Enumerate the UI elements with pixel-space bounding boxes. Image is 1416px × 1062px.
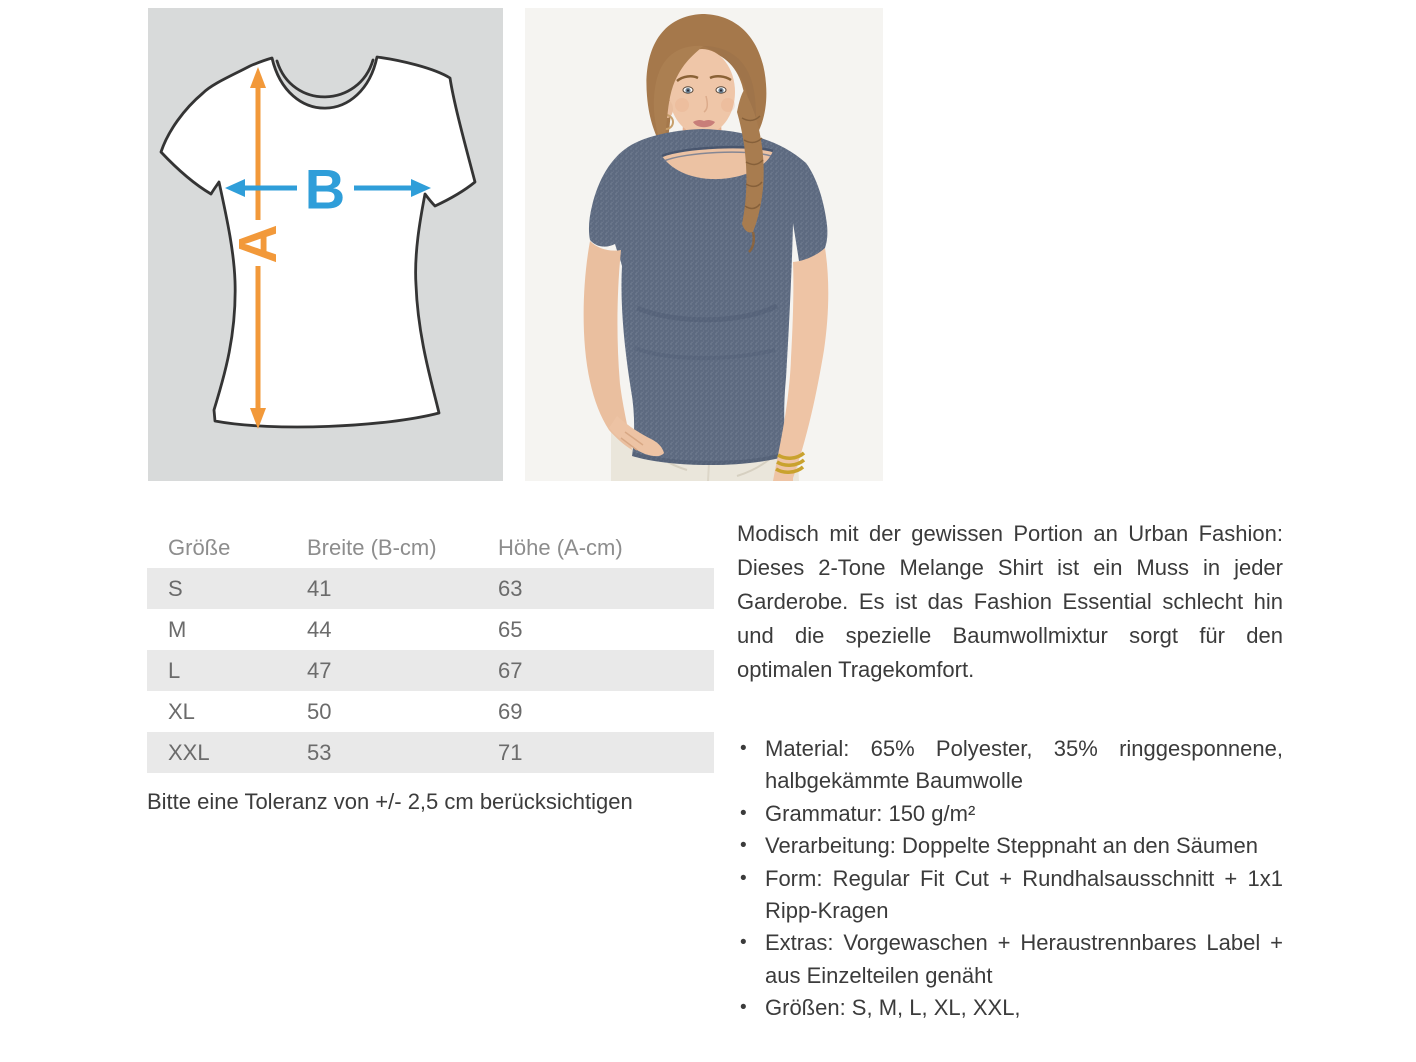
list-item-grammatur bbox=[737, 798, 1283, 830]
size-table-header-row bbox=[147, 528, 714, 568]
cell-size: L bbox=[168, 657, 181, 683]
list-item-extras bbox=[737, 927, 1283, 992]
blush-left bbox=[675, 98, 689, 112]
bullet-icon: • bbox=[740, 867, 747, 889]
bullet-icon: • bbox=[740, 932, 747, 954]
bullet-icon: • bbox=[740, 802, 747, 824]
cell-height: 67 bbox=[498, 657, 523, 683]
size-table bbox=[147, 528, 714, 773]
cell-size: S bbox=[168, 575, 183, 601]
blush-right bbox=[721, 98, 735, 112]
table-row-s bbox=[147, 568, 714, 609]
cell-width: 53 bbox=[307, 739, 332, 765]
description-intro: Modisch mit der gewissen Portion an Urban Fashion: Dieses 2-Tone Melange Shirt ist ein Muss in jeder Garderobe. Es ist das Fashion Essential schlecht hin und die spezielle Baumwollmixtur sorgt für den optimalen Tragekomfort. bbox=[737, 521, 1283, 682]
cell-size: M bbox=[168, 616, 187, 642]
cell-height: 65 bbox=[498, 616, 523, 642]
table-row-l bbox=[147, 650, 714, 691]
table-row-m bbox=[147, 609, 714, 650]
description-bullet-list bbox=[737, 733, 1283, 1025]
bullet-icon: • bbox=[740, 835, 747, 857]
list-item-form bbox=[737, 863, 1283, 928]
size-diagram bbox=[148, 8, 503, 481]
table-row-xxl bbox=[147, 732, 714, 773]
list-item-groessen bbox=[737, 992, 1283, 1024]
table-row-xl bbox=[147, 691, 714, 732]
cell-size: XXL bbox=[168, 739, 210, 765]
size-diagram-label-b: B bbox=[304, 157, 346, 221]
list-item-text: Extras: Vorgewaschen + Heraustrennbares Label + aus Einzelteilen genäht bbox=[765, 930, 1283, 988]
bullet-icon: • bbox=[740, 738, 747, 759]
model-photo bbox=[525, 8, 883, 481]
list-item-text: Verarbeitung: Doppelte Steppnaht an den Säumen bbox=[765, 833, 1258, 859]
column-header-groesse: Größe bbox=[168, 535, 231, 560]
cell-width: 47 bbox=[307, 657, 332, 683]
cell-width: 50 bbox=[307, 698, 332, 724]
column-header-hoehe: Höhe (A-cm) bbox=[498, 535, 623, 560]
cell-height: 71 bbox=[498, 739, 523, 765]
list-item-text: Grammatur: 150 g/m² bbox=[765, 800, 976, 826]
size-diagram-svg bbox=[148, 8, 503, 481]
product-description bbox=[737, 517, 1283, 1025]
list-item-material bbox=[737, 733, 1283, 798]
tolerance-note: Bitte eine Toleranz von +/- 2,5 cm berücksichtigen bbox=[147, 789, 633, 814]
list-item-verarbeitung bbox=[737, 830, 1283, 862]
column-header-breite: Breite (B-cm) bbox=[307, 535, 437, 560]
cell-height: 69 bbox=[498, 698, 523, 724]
cell-size: XL bbox=[168, 698, 195, 724]
size-diagram-label-a: A bbox=[228, 224, 288, 264]
cell-width: 41 bbox=[307, 575, 332, 601]
bullet-icon: • bbox=[740, 997, 747, 1019]
list-item-text: Form: Regular Fit Cut + Rundhalsausschnitt + 1x1 Ripp-Kragen bbox=[765, 865, 1283, 924]
cell-height: 63 bbox=[498, 575, 523, 601]
model-photo-svg bbox=[525, 8, 883, 481]
cell-width: 44 bbox=[307, 616, 332, 642]
list-item-text: Material: 65% Polyester, 35% ringgesponnene, halbgekämmte Baumwolle bbox=[765, 736, 1283, 794]
list-item-text: Größen: S, M, L, XL, XXL, bbox=[765, 995, 1021, 1021]
